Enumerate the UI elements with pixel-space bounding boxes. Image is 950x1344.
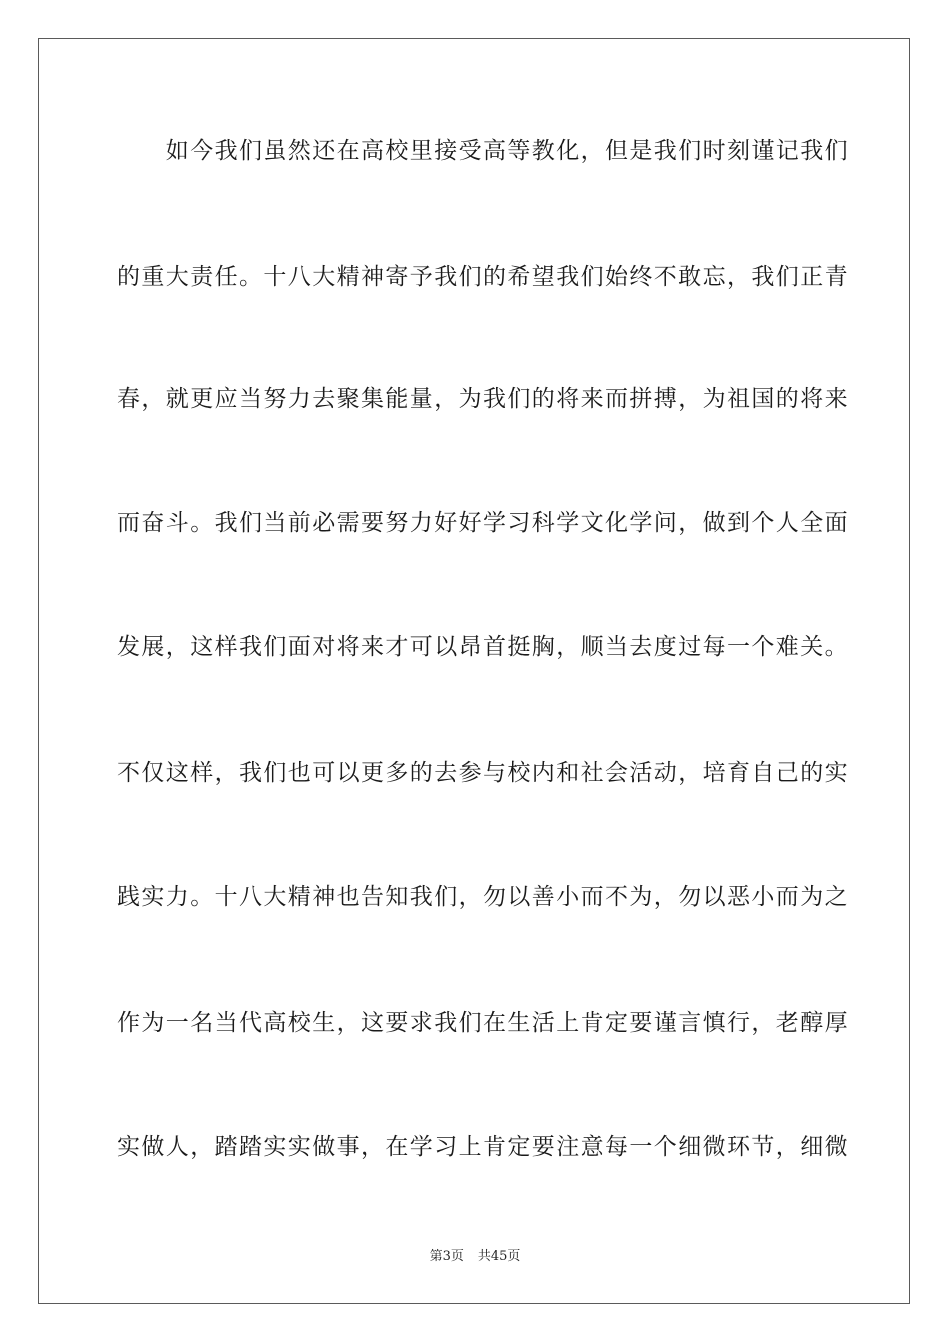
page-total: 共45页 <box>477 1249 521 1264</box>
text-line-2: 的重大责任。十八大精神寄予我们的希望我们始终不敢忘，我们正青 <box>117 264 849 290</box>
page-number: 第3页 <box>429 1249 464 1264</box>
text-line-3: 春，就更应当努力去聚集能量，为我们的将来而拼搏，为祖国的将来 <box>117 386 849 412</box>
page-footer <box>0 1245 950 1264</box>
text-line-1: 如今我们虽然还在高校里接受高等教化，但是我们时刻谨记我们 <box>117 138 849 164</box>
page-border <box>38 38 910 1304</box>
text-line-6: 不仅这样，我们也可以更多的去参与校内和社会活动，培育自己的实 <box>117 760 849 786</box>
text-line-5: 发展，这样我们面对将来才可以昂首挺胸，顺当去度过每一个难关。 <box>117 634 849 660</box>
text-line-4: 而奋斗。我们当前必需要努力好好学习科学文化学问，做到个人全面 <box>117 510 849 536</box>
text-line-9: 实做人，踏踏实实做事，在学习上肯定要注意每一个细微环节，细微 <box>117 1134 849 1160</box>
text-line-8: 作为一名当代高校生，这要求我们在生活上肯定要谨言慎行，老醇厚 <box>117 1010 849 1036</box>
text-line-7: 践实力。十八大精神也告知我们，勿以善小而不为，勿以恶小而为之 <box>117 884 849 910</box>
